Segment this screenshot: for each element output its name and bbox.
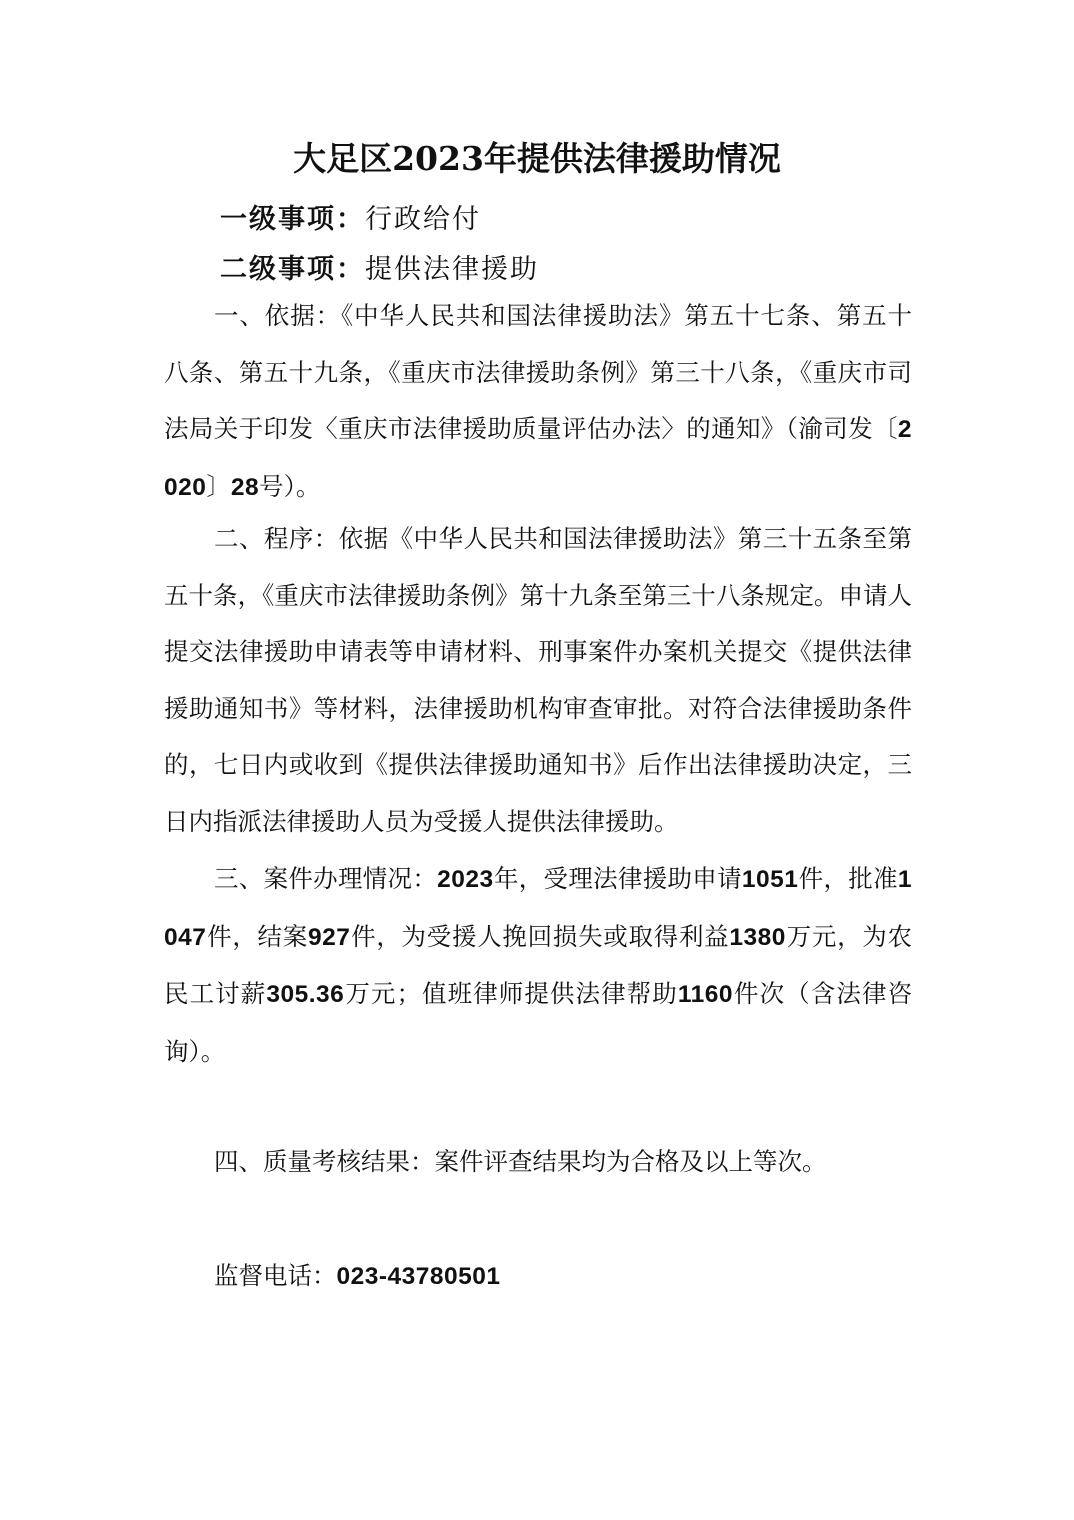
- doc-no-tail: 号）。: [259, 471, 321, 501]
- case-text-1: 三、案件办理情况：: [214, 864, 438, 893]
- recovered-amount: 1380: [729, 923, 786, 951]
- level2-value: 提供法律援助: [365, 254, 539, 285]
- section-quality-result: 四、质量考核结果：案件评查结果均为合格及以上等次。: [214, 1147, 827, 1176]
- case-text-8: 件次（含法律咨询）。: [164, 979, 913, 1066]
- case-text-5: 件，为受援人挽回损失或取得利益: [350, 921, 730, 951]
- level1-value: 行政给付: [365, 204, 481, 235]
- accepted-count: 1051: [741, 866, 799, 893]
- section-basis: [164, 288, 912, 516]
- case-text-7: 万元；值班律师提供法律帮助: [344, 979, 678, 1008]
- case-text-2: 年，受理法律援助申请: [493, 864, 742, 893]
- approved-count: 1047: [164, 866, 913, 951]
- doc-no-close: 〕: [206, 471, 231, 501]
- doc-no-open: 〔: [873, 414, 898, 443]
- case-text-4: 件，结案: [206, 921, 308, 951]
- level2-label: 二级事项：: [220, 254, 365, 285]
- doc-no-year: 2020: [164, 416, 913, 501]
- section-procedure: 二、程序：依据《中华人民共和国法律援助法》第三十五条至第五十条，《重庆市法律援助条例》第十九条至第三十八条规定。申请人提交法律援助申请表等申请材料、刑事案件办案机关提交《提供法律援助通知书》等材料，法律援助机构审查审批。对符合法律援助条件的，七日内或收到《提供法律援助通知书》后作出法律援助决定，三日内指派法律援助人员为受援人提供法律援助。: [164, 524, 912, 836]
- wages-amount: 305.36: [266, 981, 345, 1008]
- level2-item: [220, 247, 539, 286]
- document-title: 大足区2023年提供法律援助情况: [293, 139, 781, 178]
- case-text-3: 件，批准: [798, 864, 898, 893]
- duty-lawyer-count: 1160: [677, 981, 733, 1008]
- supervision-hotline: [214, 1257, 501, 1292]
- level1-label: 一级事项：: [220, 204, 365, 235]
- case-text-6: 万元，为农民工讨薪: [164, 921, 913, 1008]
- hotline-label: 监督电话：: [214, 1261, 337, 1290]
- closed-count: 927: [308, 923, 351, 951]
- hotline-number: 023-43780501: [336, 1263, 501, 1290]
- level1-item: [220, 197, 481, 236]
- section-case-handling: [164, 851, 912, 1080]
- case-year: 2023: [437, 866, 494, 893]
- basis-text: 一、依据：《中华人民共和国法律援助法》第五十七条、第五十八条、第五十九条，《重庆市法律援助条例》第三十八条，《重庆市司法局关于印发〈重庆市法律援助质量评估办法〉的通知》（渝司发: [164, 301, 912, 443]
- doc-no-num: 28: [230, 473, 260, 501]
